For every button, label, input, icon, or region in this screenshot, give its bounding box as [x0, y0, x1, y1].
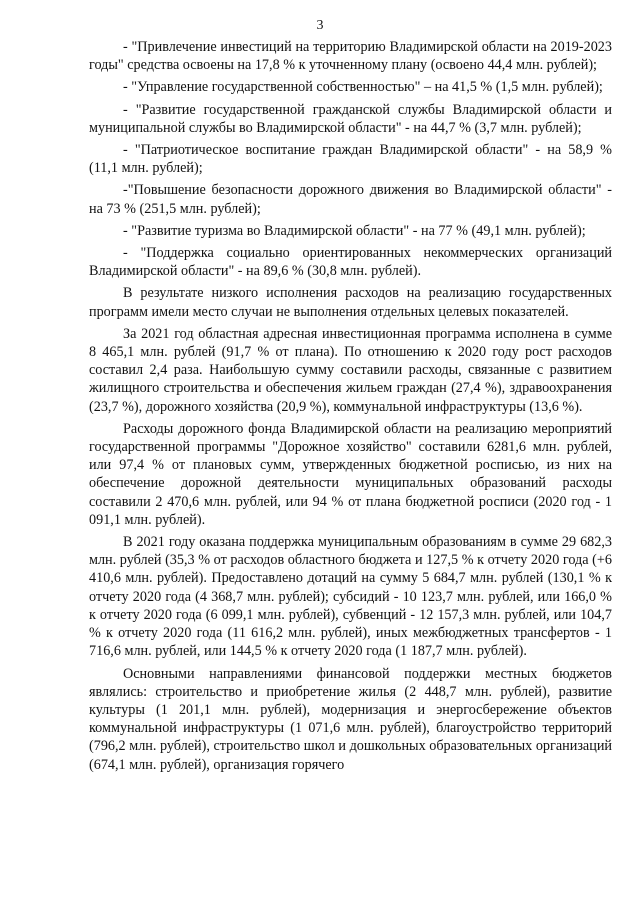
paragraph: - "Развитие государственной гражданской службы Владимирской области и муниципальной службы во Владимирской области" - на 44,7 % (3,7 млн. рублей); — [89, 101, 612, 136]
page-number: 3 — [316, 18, 324, 33]
paragraph: - "Поддержка социально ориентированных некоммерческих организаций Владимирской области" - на 89,6 % (30,8 млн. рублей). — [89, 245, 612, 280]
paragraph: -"Повышение безопасности дорожного движения во Владимирской области" - на 73 % (251,5 млн. рублей); — [89, 182, 612, 217]
paragraph: - "Привлечение инвестиций на территорию Владимирской области на 2019-2023 годы" средства освоены на 17,8 % к уточненному плану (освоено 44,4 млн. рублей); — [89, 39, 612, 74]
paragraph: В результате низкого исполнения расходов на реализацию государственных программ имели место случаи не выполнения отдельных целевых показателей. — [89, 285, 612, 320]
paragraph: Расходы дорожного фонда Владимирской области на реализацию мероприятий государственной программы "Дорожное хозяйство" составили 6281,6 млн. рублей, или 97,4 % от плановых сумм, утвержденных бюджетной росписью, из них на обеспечение дорожной деятельности муниципальных образований расходы составили 2 470,6 млн. рублей, или 94 % от плана бюджетной росписи (2020 год - 1 091,1 млн. рублей). — [89, 420, 612, 528]
paragraph: - "Патриотическое воспитание граждан Владимирской области" - на 58,9 % (11,1 млн. рублей); — [89, 142, 612, 177]
paragraph: За 2021 год областная адресная инвестиционная программа исполнена в сумме 8 465,1 млн. рублей (91,7 % от плана). По отношению к 2020 году рост расходов составил 2,4 раза. Наибольшую сумму составили расходы, связанные с развитием жилищного строительства и обеспечения жильем граждан (27,4 %), здравоохранения (23,7 %), дорожного хозяйства (20,9 %), коммунальной инфраструктуры (13,6 %). — [89, 325, 612, 415]
paragraph: Основными направлениями финансовой поддержки местных бюджетов являлись: строительство и приобретение жилья (2 448,7 млн. рублей), развитие культуры (1 201,1 млн. рублей), модернизация и энергосбережение объектов коммунальной инфраструктуры (1 071,6 млн. рублей), благоустройство территорий (796,2 млн. рублей), строительство школ и дошкольных образовательных организаций (674,1 млн. рублей), организация горячего — [89, 665, 612, 773]
page-body — [89, 38, 612, 778]
paragraph: В 2021 году оказана поддержка муниципальным образованиям в сумме 29 682,3 млн. рублей (35,3 % от расходов областного бюджета и 127,5 % к отчету 2020 года (+6 410,6 млн. рублей). Предоставлено дотаций на сумму 5 684,7 млн. рублей (130,1 % к отчету 2020 года (4 368,7 млн. рублей); субсидий - 10 123,7 млн. рублей, или 166,0 % к отчету 2020 года (6 099,1 млн. рублей), субвенций - 12 157,3 млн. рублей, или 104,7 % к отчету 2020 года (11 616,2 млн. рублей), иных межбюджетных трансфертов - 1 716,6 млн. рублей, или 144,5 % к отчету 2020 года (1 187,7 млн. рублей). — [89, 534, 612, 660]
paragraph: - "Управление государственной собственностью" – на 41,5 % (1,5 млн. рублей); — [123, 79, 603, 96]
paragraph: - "Развитие туризма во Владимирской области" - на 77 % (49,1 млн. рублей); — [123, 222, 586, 239]
